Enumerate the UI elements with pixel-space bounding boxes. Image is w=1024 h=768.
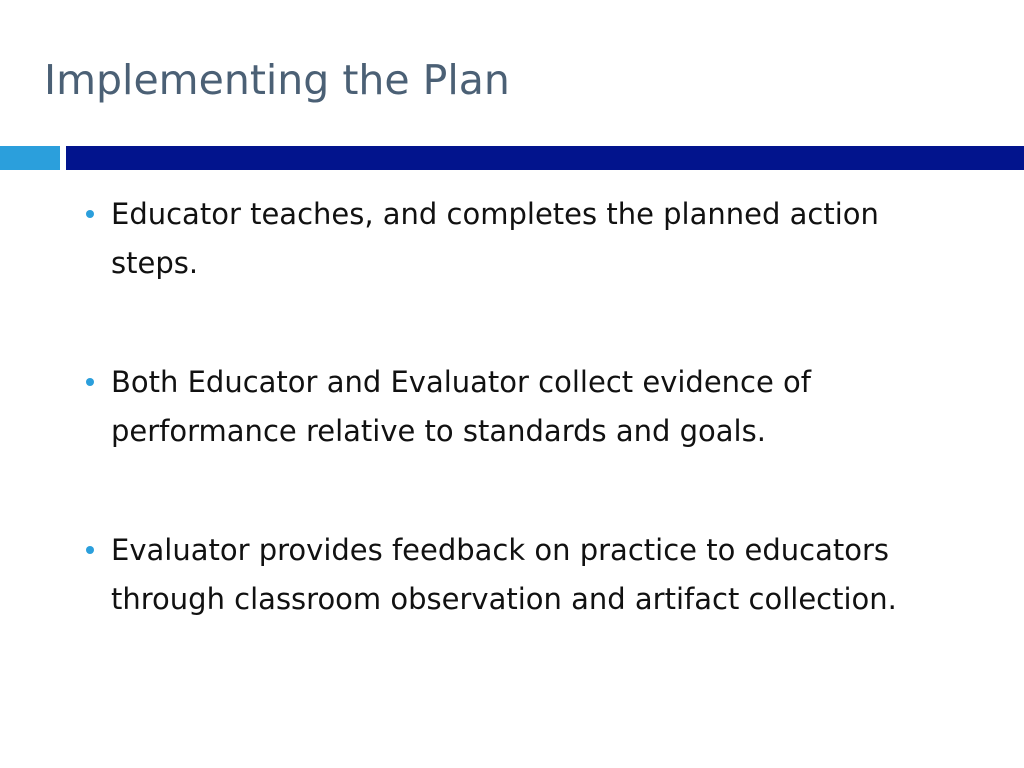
bullet-text: Both Educator and Evaluator collect evidence of performance relative to standards and goals.	[111, 365, 812, 448]
bullet-dot-icon	[86, 378, 94, 386]
bullet-text: Evaluator provides feedback on practice to educators through classroom observation and artifact collection.	[111, 533, 897, 616]
bullet-item-1	[86, 190, 971, 288]
accent-bar	[66, 146, 1024, 170]
bullet-text: Educator teaches, and completes the planned action steps.	[111, 197, 879, 280]
accent-square	[0, 146, 60, 170]
bullet-dot-icon	[86, 546, 94, 554]
bullet-list	[86, 190, 986, 624]
slide-title: Implementing the Plan	[44, 56, 510, 104]
bullet-item-3	[86, 526, 971, 624]
bullet-dot-icon	[86, 210, 94, 218]
bullet-item-2	[86, 358, 971, 456]
